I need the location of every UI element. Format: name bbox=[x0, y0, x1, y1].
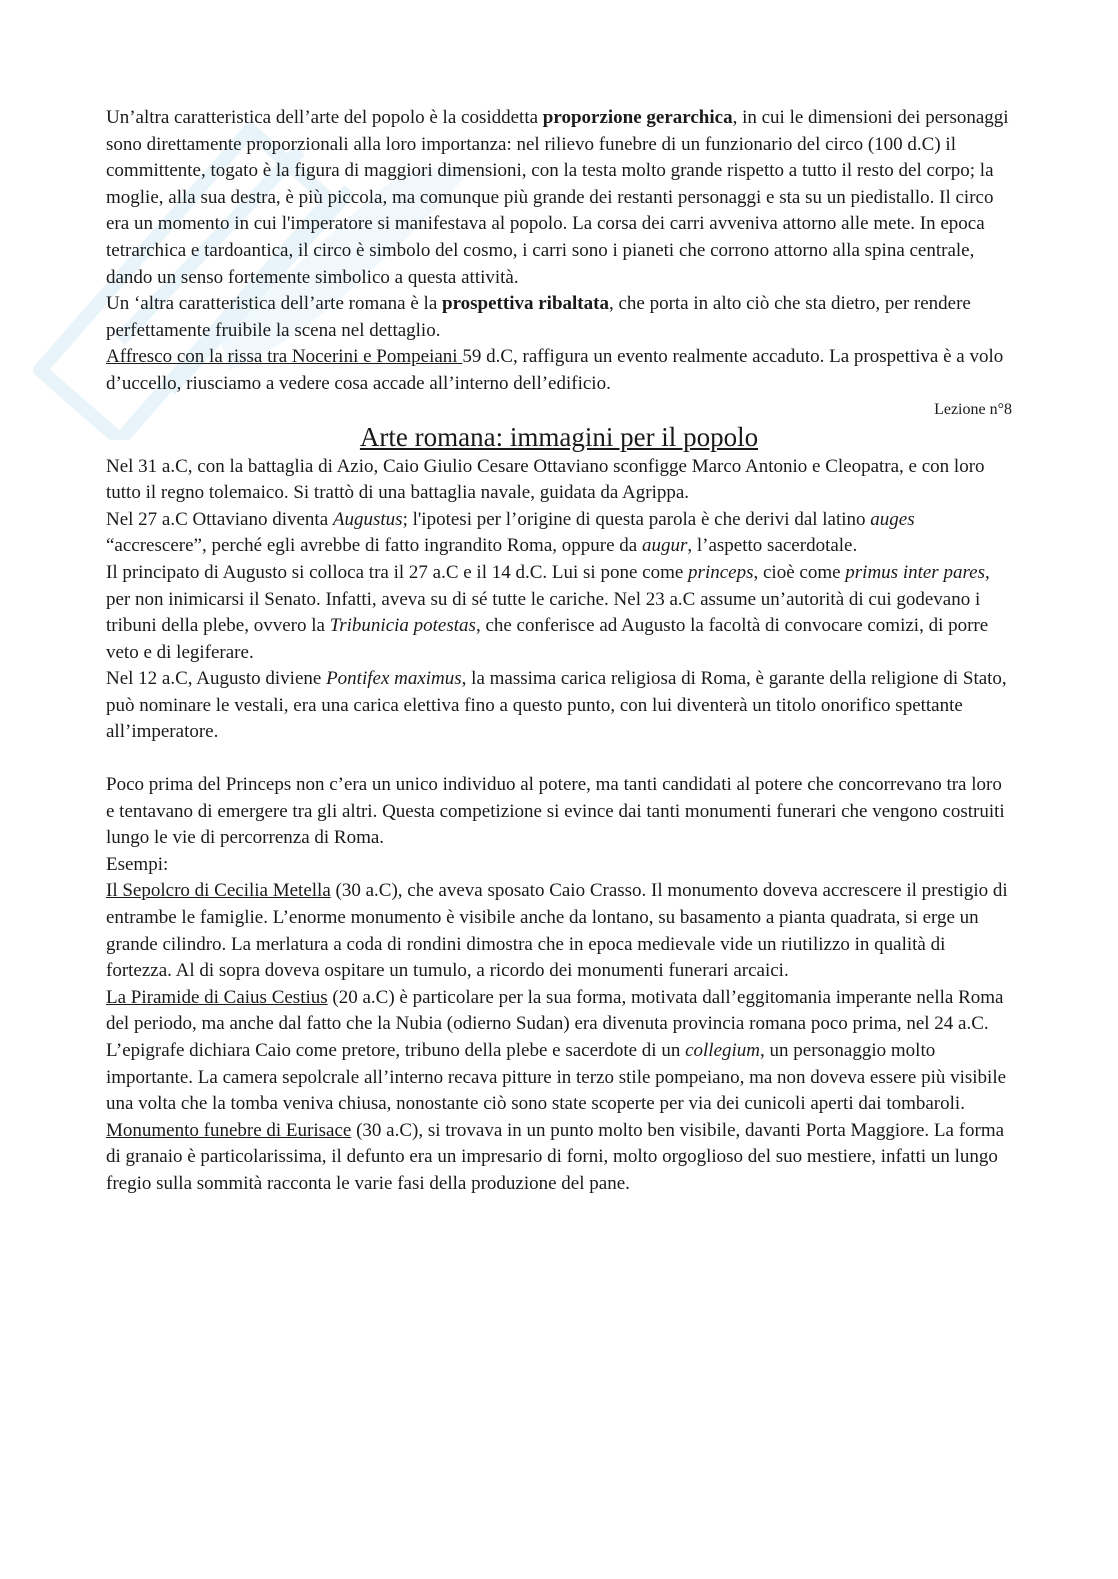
text-run: (30 a.C), si trovava in un punto molto ben visibile, davanti Porta Maggiore. La forma di granaio è particolarissima, il defunto era un impresario di forni, molto orgoglioso del suo mestiere, infatti un lungo fregio sulla sommità racconta le varie fasi della produzione del pane. bbox=[106, 1119, 1005, 1194]
text-run: , la massima carica religiosa di Roma, è garante della religione di Stato, può nominare le vestali, era una carica elettiva fino a questo punto, con lui diventerà un titolo onorifico spettante all’imperatore. bbox=[106, 668, 1007, 743]
paragraph-competition: Poco prima del Princeps non c’era un unico individuo al potere, ma tanti candidati al potere che concorrevano tra loro e tentavano di emergere tra gli altri. Questa competizione si evince dai tanti monumenti funerari che vengono costruiti lungo le vie di percorrenza di Roma. bbox=[106, 774, 1005, 849]
italic-term: Augustus bbox=[332, 508, 403, 530]
text-run: (20 a.C) è particolare per la sua forma, motivata dall’eggitomania imperante nella Roma del periodo, ma anche dal fatto che la Nubia (odierno Sudan) era divenuta provincia romana poco prima, nel 24 a.C. L’epigrafe dichiara Caio come pretore, tribuno della plebe e sacerdote di un bbox=[106, 986, 1004, 1061]
italic-term: auges bbox=[870, 508, 915, 530]
text-run: 59 d.C, raffigura un evento realmente accaduto. La prospettiva è a volo d’uccello, riusciamo a vedere cosa accade all’interno dell’edificio. bbox=[106, 346, 1004, 394]
italic-term: primus inter pares bbox=[845, 561, 985, 583]
paragraph-examples-label: Esempi: bbox=[106, 853, 169, 875]
italic-term: Pontifex maximus bbox=[326, 668, 462, 690]
bold-term: prospettiva ribaltata bbox=[442, 293, 609, 315]
paragraph-principate bbox=[106, 560, 1012, 666]
paragraph-hierarchical-proportion bbox=[106, 105, 1012, 291]
italic-term: augur bbox=[641, 535, 688, 557]
text-run: Il principato di Augusto si colloca tra il 27 a.C e il 14 d.C. Lui si pone come bbox=[106, 561, 689, 583]
text-run: (30 a.C), che aveva sposato Caio Crasso. Il monumento doveva accrescere il prestigio di entrambe le famiglie. L’enorme monumento è visibile anche da lontano, su basamento a pianta quadrata, si erge un grande cilindro. La merlatura a coda di rondini dimostra che in epoca medievale vide un riutilizzo in qualità di fortezza. Al di sopra doveva ospitare un tumulo, a ricordo dei monumenti funerari arcaici. bbox=[106, 880, 1008, 982]
document-body bbox=[106, 105, 1012, 1198]
paragraph-azio: Nel 31 a.C, con la battaglia di Azio, Caio Giulio Cesare Ottaviano sconfigge Marco Antonio e Cleopatra, e con loro tutto il regno tolemaico. Si trattò di una battaglia navale, guidata da Agrippa. bbox=[106, 455, 985, 504]
text-run: Un’altra caratteristica dell’arte del popolo è la cosiddetta bbox=[106, 107, 543, 128]
text-run: Un ‘altra caratteristica dell’arte romana è la bbox=[106, 293, 442, 315]
paragraph-cecilia-metella bbox=[106, 878, 1012, 984]
paragraph-reversed-perspective bbox=[106, 291, 1012, 344]
paragraph-pontifex bbox=[106, 666, 1012, 746]
section-title: Arte romana: immagini per il popolo bbox=[359, 421, 759, 452]
text-run: Nel 12 a.C, Augusto diviene bbox=[106, 668, 327, 690]
underlined-title: Affresco con la rissa tra Nocerini e Pompeiani bbox=[106, 346, 463, 368]
text-run: , in cui le dimensioni dei personaggi sono direttamente proporzionali alla loro importanza: nel rilievo funebre di un funzionario del circo (100 d.C) il committente, togato è la figura di maggiori dimensioni, con la testa molto grande rispetto a tutto il resto del corpo; la moglie, alla sua destra, è più piccola, ma comunque più grande dei restanti personaggi e sta su un piedistallo. Il circo era un momento in cui l'imperatore si manifestava al popolo. La corsa dei carri avveniva attorno alle mete. In epoca tetrarchica e tardoantica, il circo è simbolo del cosmo, i carri sono i pianeti che corrono attorno alla spina centrale, dando un senso fortemente simbolico a questa attività. bbox=[106, 107, 1009, 288]
italic-term: princeps bbox=[688, 561, 754, 583]
text-run: “accrescere”, perché egli avrebbe di fatto ingrandito Roma, oppure da bbox=[106, 535, 642, 557]
text-run: Nel 27 a.C Ottaviano diventa bbox=[106, 508, 333, 530]
paragraph-pyramid-cestius bbox=[106, 985, 1012, 1118]
italic-term: Tribunicia potestas bbox=[329, 615, 476, 637]
text-run: , per non inimicarsi il Senato. Infatti, aveva su di sé tutte le cariche. Nel 23 a.C assume un’autorità di cui godevano i tribuni della plebe, ovvero la bbox=[106, 561, 990, 637]
underlined-title: Il Sepolcro di Cecilia Metella bbox=[106, 880, 331, 902]
text-run: , l’aspetto sacerdotale. bbox=[687, 535, 858, 557]
paragraph-gap bbox=[106, 746, 1012, 772]
paragraph-augustus bbox=[106, 507, 1012, 560]
text-run: , un personaggio molto importante. La camera sepolcrale all’interno recava pitture in terzo stile pompeiano, ma non doveva essere più visibile una volta che la tomba veniva chiusa, nonostante ciò sono state scoperte per via dei cunicoli aperti dai tombaroli. bbox=[106, 1040, 1007, 1115]
bold-term: proporzione gerarchica bbox=[542, 107, 733, 128]
underlined-title: Monumento funebre di Eurisace bbox=[106, 1119, 352, 1141]
paragraph-eurisace bbox=[106, 1118, 1012, 1198]
text-run: ; l'ipotesi per l’origine di questa parola è che derivi dal latino bbox=[402, 508, 871, 530]
paragraph-fresco bbox=[106, 344, 1012, 397]
text-run: , che porta in alto ciò che sta dietro, per rendere perfettamente fruibile la scena nel dettaglio. bbox=[106, 293, 971, 341]
text-run: , cioè come bbox=[753, 561, 846, 583]
italic-term: collegium bbox=[685, 1040, 761, 1061]
lesson-label: Lezione n°8 bbox=[934, 400, 1012, 418]
text-run: , che conferisce ad Augusto la facoltà di convocare comizi, di porre veto e di legiferare. bbox=[106, 615, 989, 663]
underlined-title: La Piramide di Caius Cestius bbox=[106, 986, 328, 1008]
